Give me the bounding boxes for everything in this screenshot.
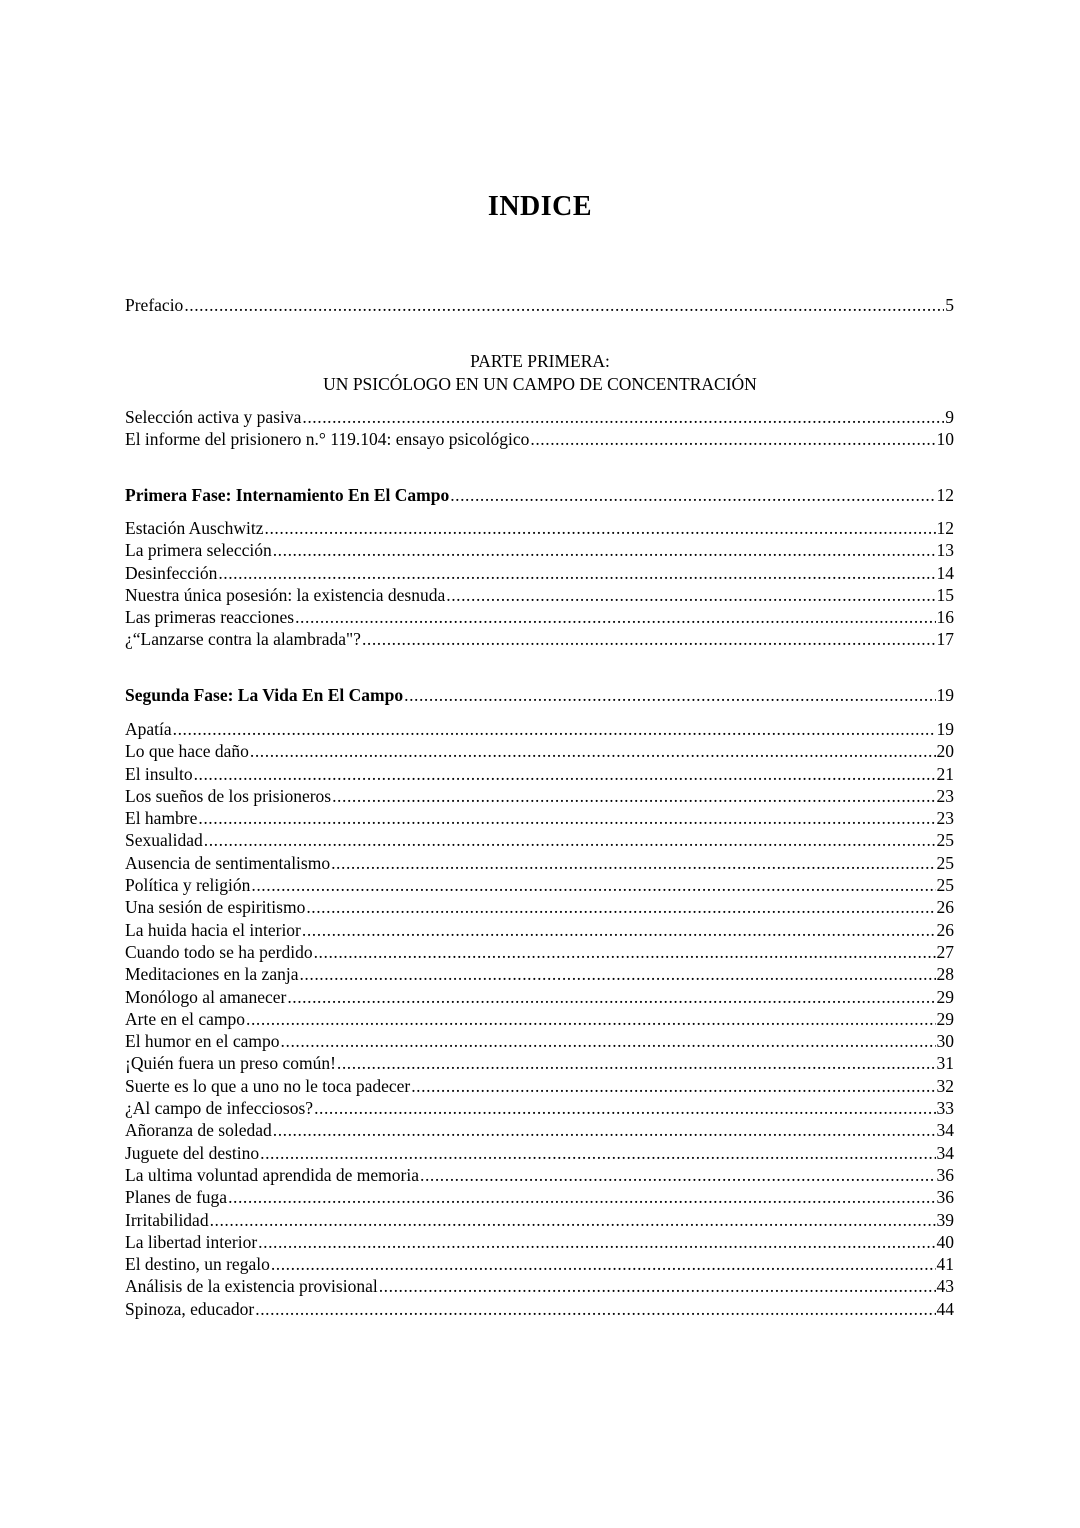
toc-dot-leader (194, 763, 936, 785)
toc-phase-one-entries (125, 517, 954, 651)
toc-page-number: 25 (936, 875, 954, 896)
toc-page-number: 23 (936, 785, 954, 806)
toc-dot-leader (295, 606, 935, 628)
toc-page-number: 5 (945, 295, 954, 315)
toc-entry[interactable] (125, 807, 954, 829)
toc-entry-label: Arte en el campo (125, 1008, 246, 1029)
toc-section-heading-phase-one[interactable] (125, 484, 954, 506)
toc-entry-label: Nuestra única posesión: la existencia desnuda (125, 584, 446, 605)
toc-dot-leader (218, 562, 935, 584)
toc-dot-leader (404, 684, 935, 706)
toc-entry-label: Política y religión (125, 875, 251, 896)
toc-page-number: 25 (936, 852, 954, 873)
toc-page-number: 26 (936, 919, 954, 940)
toc-dot-leader (446, 584, 935, 606)
toc-dot-leader (273, 539, 936, 561)
toc-entry-label: Suerte es lo que a uno no le toca padecer (125, 1075, 411, 1096)
toc-entry-label: Una sesión de espiritismo (125, 897, 306, 918)
toc-entry[interactable] (125, 606, 954, 628)
part-one-line2: UN PSICÓLOGO EN UN CAMPO DE CONCENTRACIÓN (323, 374, 757, 394)
toc-entry-label: Los sueños de los prisioneros (125, 785, 332, 806)
toc-entry-label: Desinfección (125, 562, 218, 583)
toc-page-number: 39 (936, 1209, 954, 1230)
toc-dot-leader (258, 1231, 935, 1253)
toc-page-number: 34 (936, 1142, 954, 1163)
toc-entry[interactable] (125, 852, 954, 874)
toc-entry[interactable] (125, 874, 954, 896)
toc-entry-label: Irritabilidad (125, 1209, 209, 1230)
toc-dot-leader (306, 896, 935, 918)
toc-dot-leader (450, 484, 935, 506)
toc-entry[interactable] (125, 428, 954, 450)
toc-phase-one-heading-block (125, 484, 954, 506)
toc-entry[interactable] (125, 628, 954, 650)
toc-phase-two-heading-block (125, 684, 954, 706)
toc-entry-label: Análisis de la existencia provisional (125, 1276, 378, 1297)
toc-entry-label: ¿Al campo de infecciosos? (125, 1098, 314, 1119)
toc-dot-leader (271, 1253, 936, 1275)
toc-entry[interactable] (125, 986, 954, 1008)
toc-dot-leader (198, 807, 935, 829)
toc-dot-leader (314, 941, 936, 963)
toc-entry-label: Sexualidad (125, 830, 203, 851)
toc-entry[interactable] (125, 584, 954, 606)
toc-page-number: 40 (936, 1231, 954, 1252)
toc-entry[interactable] (125, 963, 954, 985)
toc-entry-label: Prefacio (125, 295, 184, 315)
toc-page-number: 25 (936, 830, 954, 851)
toc-entry[interactable] (125, 1075, 954, 1097)
toc-entry[interactable] (125, 1097, 954, 1119)
toc-entry[interactable] (125, 562, 954, 584)
toc-entry-label: Ausencia de sentimentalismo (125, 852, 331, 873)
toc-dot-leader (204, 829, 936, 851)
toc-entry[interactable] (125, 1030, 954, 1052)
toc-dot-leader (184, 294, 944, 316)
toc-page-number: 36 (936, 1187, 954, 1208)
toc-entry[interactable] (125, 1008, 954, 1030)
toc-page-number: 10 (936, 429, 954, 450)
toc-dot-leader (265, 517, 936, 539)
toc-page-number: 44 (936, 1298, 954, 1319)
toc-page-number: 13 (936, 540, 954, 561)
toc-page-number: 27 (936, 941, 954, 962)
toc-dot-leader (246, 1008, 935, 1030)
toc-entry-label: Meditaciones en la zanja (125, 964, 299, 985)
toc-entry-label: Selección activa y pasiva (125, 407, 302, 427)
toc-entry-label: El insulto (125, 763, 193, 784)
toc-dot-leader (281, 1030, 936, 1052)
toc-dot-leader (420, 1164, 936, 1186)
toc-page-number: 34 (936, 1120, 954, 1141)
toc-entry[interactable] (125, 406, 954, 428)
toc-entry-label: Planes de fuga (125, 1187, 228, 1208)
toc-entry-preface[interactable] (125, 294, 954, 316)
toc-section-label: Segunda Fase: La Vida En El Campo (125, 685, 404, 705)
toc-entry-label: Juguete del destino (125, 1142, 260, 1163)
toc-entry-label: El informe del prisionero n.° 119.104: ensayo psicológico (125, 429, 530, 450)
toc-entry[interactable] (125, 763, 954, 785)
part-one-line1: PARTE PRIMERA: (470, 351, 610, 371)
toc-entry[interactable] (125, 1052, 954, 1074)
toc-entry-label: Estación Auschwitz (125, 518, 264, 538)
toc-entry[interactable] (125, 539, 954, 561)
toc-page-number: 32 (936, 1075, 954, 1096)
toc-entry[interactable] (125, 919, 954, 941)
toc-entry-label: Cuando todo se ha perdido (125, 941, 313, 962)
toc-page-number: 15 (936, 584, 954, 605)
toc-section-label: Primera Fase: Internamiento En El Campo (125, 485, 450, 505)
toc-page-number: 9 (945, 407, 954, 427)
toc-entry[interactable] (125, 785, 954, 807)
toc-page-number: 12 (936, 485, 954, 505)
toc-entry[interactable] (125, 517, 954, 539)
toc-entry-label: La ultima voluntad aprendida de memoria (125, 1164, 419, 1185)
toc-page-number: 43 (936, 1276, 954, 1297)
toc-section-heading-phase-two[interactable] (125, 684, 954, 706)
toc-entry-label: La huida hacia el interior (125, 919, 301, 940)
toc-page-number: 33 (936, 1098, 954, 1119)
toc-entry[interactable] (125, 896, 954, 918)
toc-dot-leader (314, 1097, 935, 1119)
toc-page-number: 30 (936, 1031, 954, 1052)
toc-dot-leader (173, 718, 936, 740)
toc-entry-label: La primera selección (125, 540, 272, 561)
toc-dot-leader (260, 1142, 935, 1164)
toc-phase-two-entries (125, 718, 954, 1320)
toc-entry[interactable] (125, 718, 954, 740)
toc-page-number: 41 (936, 1254, 954, 1275)
toc-entry-label: El hambre (125, 808, 198, 829)
toc-page-number: 36 (936, 1164, 954, 1185)
toc-entry[interactable] (125, 1142, 954, 1164)
toc-dot-leader (299, 963, 935, 985)
toc-entry-label: La libertad interior (125, 1231, 258, 1252)
page-title: INDICE (487, 191, 593, 222)
toc-page-number: 19 (936, 719, 954, 739)
toc-page-number: 26 (936, 897, 954, 918)
toc-page-number: 21 (936, 763, 954, 784)
toc-entry-label: Añoranza de soledad (125, 1120, 272, 1141)
toc-entry-label: Apatía (125, 719, 172, 739)
toc-dot-leader (228, 1186, 935, 1208)
toc-dot-leader (273, 1119, 936, 1141)
toc-page-number: 12 (936, 518, 954, 538)
toc-entry-label: Spinoza, educador (125, 1298, 255, 1319)
toc-dot-leader (250, 740, 936, 762)
toc-page-number: 19 (936, 685, 954, 705)
toc-dot-leader (302, 406, 944, 428)
toc-entry[interactable] (125, 1298, 954, 1320)
toc-preface-block (125, 294, 954, 316)
toc-page-number: 23 (936, 808, 954, 829)
toc-entry[interactable] (125, 1253, 954, 1275)
toc-dot-leader (411, 1075, 935, 1097)
toc-page-number: 29 (936, 1008, 954, 1029)
toc-dot-leader (210, 1209, 936, 1231)
toc-entry[interactable] (125, 1209, 954, 1231)
toc-dot-leader (287, 986, 935, 1008)
toc-dot-leader (332, 785, 935, 807)
toc-page-number: 28 (936, 964, 954, 985)
toc-dot-leader (255, 1298, 935, 1320)
toc-entry-label: El humor en el campo (125, 1031, 280, 1052)
toc-entry-label: ¡Quién fuera un preso común! (125, 1053, 336, 1074)
toc-entry-label: El destino, un regalo (125, 1254, 270, 1275)
toc-entry[interactable] (125, 1231, 954, 1253)
toc-page-number: 20 (936, 741, 954, 762)
toc-page-number: 31 (936, 1053, 954, 1074)
toc-entry-label: Lo que hace daño (125, 741, 249, 762)
toc-page-number: 29 (936, 986, 954, 1007)
toc-entry[interactable] (125, 941, 954, 963)
toc-dot-leader (302, 919, 936, 941)
toc-page-number: 16 (936, 607, 954, 628)
toc-entry[interactable] (125, 1119, 954, 1141)
part-one-heading (0, 350, 1080, 396)
toc-dot-leader (379, 1275, 936, 1297)
toc-page-number: 17 (936, 629, 954, 650)
toc-entry[interactable] (125, 1186, 954, 1208)
toc-entry-label: ¿“Lanzarse contra la alambrada"? (125, 629, 361, 650)
toc-entry-label: Las primeras reacciones (125, 607, 295, 628)
toc-entry[interactable] (125, 829, 954, 851)
toc-dot-leader (362, 628, 936, 650)
toc-entry[interactable] (125, 1275, 954, 1297)
toc-entry[interactable] (125, 1164, 954, 1186)
toc-page-number: 14 (936, 562, 954, 583)
toc-part-one-entries (125, 406, 954, 451)
toc-dot-leader (530, 428, 935, 450)
toc-entry-label: Monólogo al amanecer (125, 986, 287, 1007)
toc-entry[interactable] (125, 740, 954, 762)
toc-dot-leader (251, 874, 935, 896)
toc-dot-leader (337, 1052, 936, 1074)
toc-dot-leader (331, 852, 935, 874)
